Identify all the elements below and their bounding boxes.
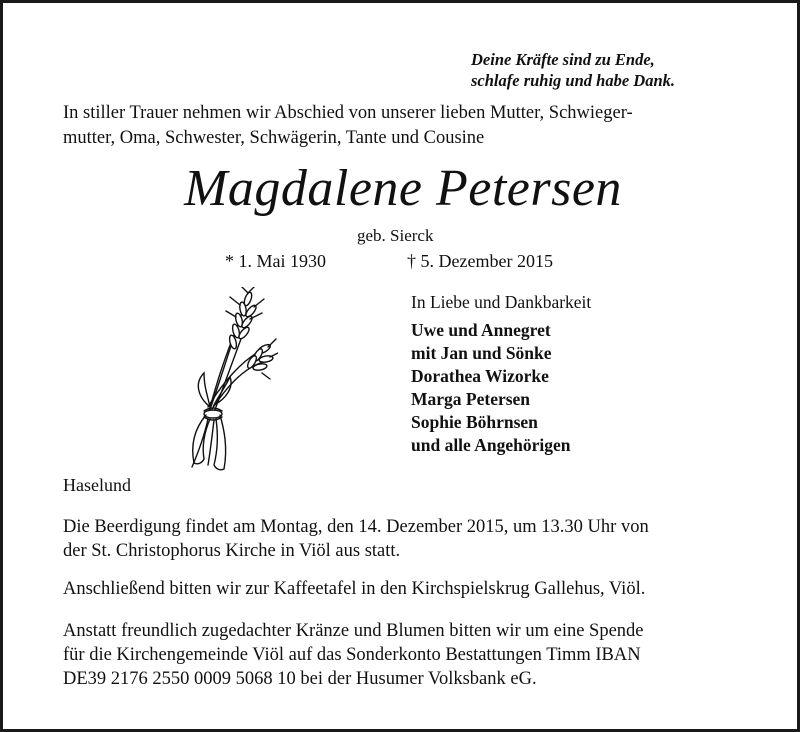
mourners-list [411, 319, 791, 457]
funeral-line-1: Die Beerdigung findet am Montag, den 14. Dezember 2015, um 13.30 Uhr von [63, 517, 649, 537]
mourner-name: und alle Angehörigen [411, 435, 571, 455]
mourners-block [411, 291, 791, 457]
mourner-name: Uwe und Annegret [411, 320, 551, 340]
birth-date: * 1. Mai 1930 [225, 251, 326, 271]
donation-line-1: Anstatt freundlich zugedachter Kränze und Blumen bitten wir um eine Spende [63, 621, 644, 641]
motto-line-2: schlafe ruhig und habe Dank. [471, 71, 676, 90]
mourner-name: Sophie Böhrnsen [411, 412, 538, 432]
maiden-name: geb. Sierck [357, 226, 434, 245]
motto-quote [471, 49, 771, 91]
donation-request [63, 619, 763, 691]
reception-details: Anschließend bitten wir zur Kaffeetafel in den Kirchspielskrug Gallehus, Viöl. [63, 579, 646, 599]
motto-line-1: Deine Kräfte sind zu Ende, [471, 50, 655, 69]
deceased-name: Magdalene Petersen [184, 160, 622, 217]
mourner-name: Marga Petersen [411, 389, 531, 409]
death-date: † 5. Dezember 2015 [407, 251, 553, 271]
donation-line-3: DE39 2176 2550 0009 5068 10 bei der Husumer Volksbank eG. [63, 669, 537, 689]
intro-line-2: mutter, Oma, Schwester, Schwägerin, Tante und Cousine [63, 128, 485, 148]
funeral-line-2: der St. Christophorus Kirche in Viöl aus statt. [63, 541, 401, 561]
wheat-sheaf-icon [168, 287, 278, 472]
funeral-details [63, 515, 763, 563]
mourner-name: mit Jan und Sönke [411, 343, 552, 363]
intro-line-1: In stiller Trauer nehmen wir Abschied von unserer lieben Mutter, Schwieger- [63, 103, 633, 123]
intro-text [63, 101, 753, 151]
donation-line-2: für die Kirchengemeinde Viöl auf das Sonderkonto Bestattungen Timm IBAN [63, 645, 641, 665]
mourners-intro: In Liebe und Dankbarkeit [411, 292, 592, 312]
mourner-name: Dorathea Wizorke [411, 366, 549, 386]
place-name: Haselund [63, 475, 131, 495]
